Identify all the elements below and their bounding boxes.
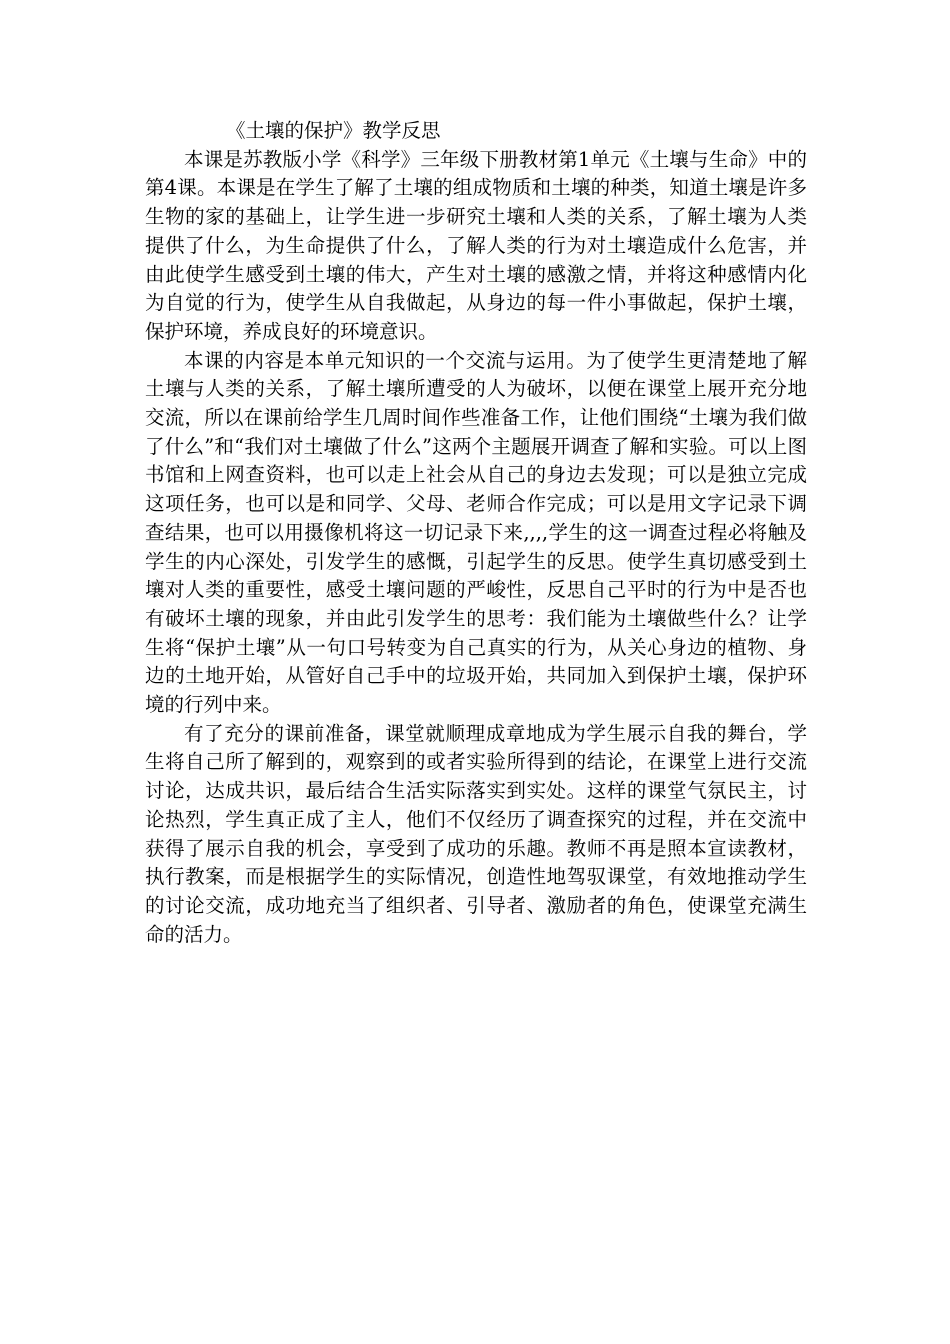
paragraph-3: 有了充分的课前准备，课堂就顺理成章地成为学生展示自我的舞台，学生将自己所了解到的，观察到的或者实验所得到的结论，在课堂上进行交流讨论，达成共识，最后结合生活实际落实到实处。这样的课堂气氛民主，讨论热烈，学生真正成了主人，他们不仅经历了调查探究的过程，并在交流中获得了展示自我的机会，享受到了成功的乐趣。教师不再是照本宣读教材，执行教案，而是根据学生的实际情况，创造性地驾驭课堂，有效地推动学生的讨论交流，成功地充当了组织者、引导者、激励者的角色，使课堂充满生命的活力。 (145, 721, 807, 946)
paragraph-2: 本课的内容是本单元知识的一个交流与运用。为了使学生更清楚地了解土壤与人类的关系，了解土壤所遭受的人为破坏，以便在课堂上展开充分地交流，所以在课前给学生几周时间作些准备工作，让他们围绕“土壤为我们做了什么”和“我们对土壤做了什么”这两个主题展开调查了解和实验。可以上图书馆和上网查资料，也可以走上社会从自己的身边去发现；可以是独立完成这项任务，也可以是和同学、父母、老师合作完成；可以是用文字记录下调查结果，也可以用摄像机将这一切记录下来,,,,学生的这一调查过程必将触及学生的内心深处，引发学生的感慨，引起学生的反思。使学生真切感受到土壤对人类的重要性，感受土壤问题的严峻性，反思自己平时的行为中是否也有破坏土壤的现象，并由此引发学生的思考：我们能为土壤做些什么？让学生将“保护土壤”从一句口号转变为自己真实的行为，从关心身边的植物、身边的土地开始，从管好自己手中的垃圾开始，共同加入到保护土壤，保护环境的行列中来。 (145, 348, 807, 717)
document-body (145, 117, 807, 949)
document-title: 《土壤的保护》教学反思 (226, 119, 441, 142)
paragraph-1: 本课是苏教版小学《科学》三年级下册教材第1单元《土壤与生命》中的第4课。本课是在学生了解了土壤的组成物质和土壤的种类，知道土壤是许多生物的家的基础上，让学生进一步研究土壤和人类的关系，了解土壤为人类提供了什么，为生命提供了什么，了解人类的行为对土壤造成什么危害，并由此使学生感受到土壤的伟大，产生对土壤的感激之情，并将这种感情内化为自觉的行为，使学生从自我做起，从身边的每一件小事做起，保护土壤，保护环境，养成良好的环境意识。 (145, 147, 807, 343)
